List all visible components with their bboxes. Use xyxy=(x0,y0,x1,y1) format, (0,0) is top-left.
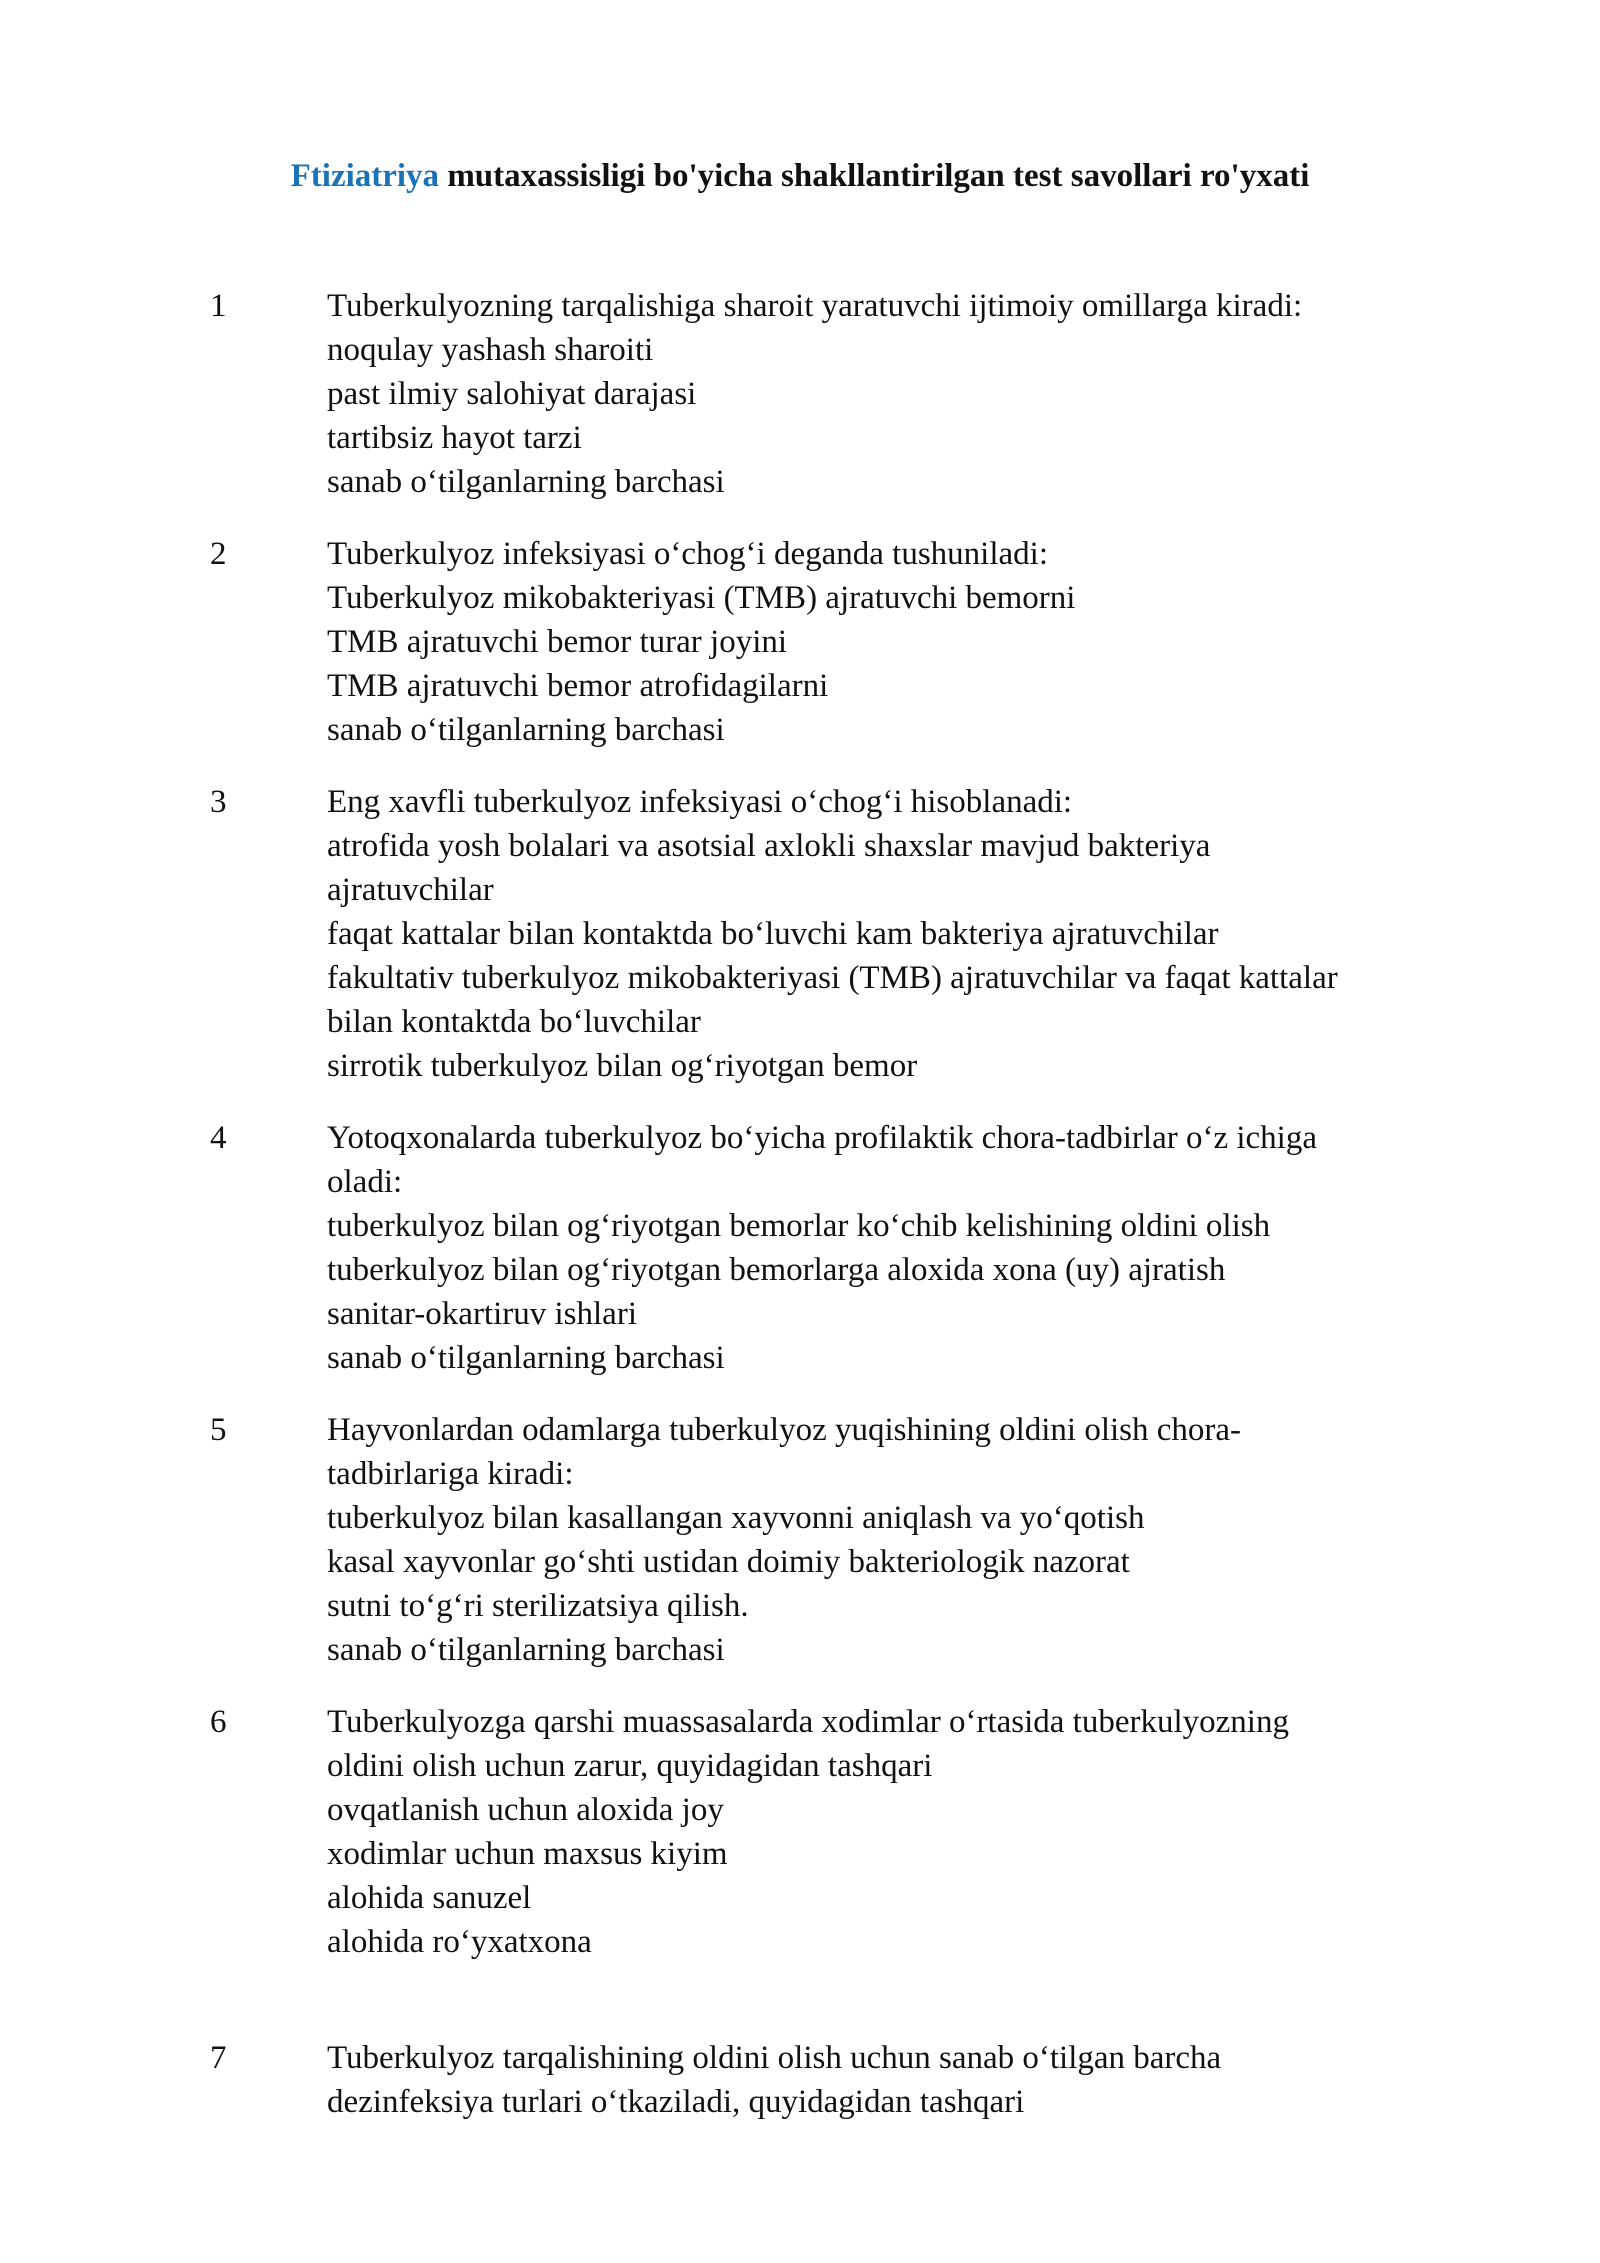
question-body xyxy=(327,532,1497,752)
answer-text-line: dezinfeksiya turlari o‘tkaziladi, quyidagidan tashqari xyxy=(327,2084,1025,2120)
question-body xyxy=(327,780,1497,1088)
answer-text-line: sirrotik tuberkulyoz bilan og‘riyotgan bemor xyxy=(327,1048,918,1084)
question-text-line: Tuberkulyozning tarqalishiga sharoit yaratuvchi ijtimoiy omillarga kiradi: xyxy=(327,288,1303,324)
question-number: 5 xyxy=(210,1412,227,1448)
answer-text-line: tuberkulyoz bilan og‘riyotgan bemorlar ko‘chib kelishining oldini olish xyxy=(327,1208,1271,1244)
answer-text-line: alohida sanuzel xyxy=(327,1880,532,1916)
question-text-line: Tuberkulyoz tarqalishining oldini olish uchun sanab o‘tilgan barcha xyxy=(327,2040,1222,2076)
answer-text-line: fakultativ tuberkulyoz mikobakteriyasi (TMB) ajratuvchilar va faqat kattalar xyxy=(327,960,1338,996)
answer-text-line: sanab o‘tilganlarning barchasi xyxy=(327,712,725,748)
question-number: 7 xyxy=(210,2040,227,2076)
answer-text-line: past ilmiy salohiyat darajasi xyxy=(327,376,697,412)
answer-text-line: TMB ajratuvchi bemor atrofidagilarni xyxy=(327,668,829,704)
question-number: 2 xyxy=(210,536,227,572)
question-text-line: Hayvonlardan odamlarga tuberkulyoz yuqishining oldini olish chora- xyxy=(327,1412,1242,1448)
page-title xyxy=(0,154,1600,198)
question-body xyxy=(327,284,1497,504)
title-rest: mutaxassisligi bo'yicha shakllantirilgan test savollari ro'yxati xyxy=(439,158,1310,194)
question-body xyxy=(327,1700,1497,1964)
question-body xyxy=(327,1116,1497,1380)
answer-text-line: sutni to‘g‘ri sterilizatsiya qilish. xyxy=(327,1588,749,1624)
answer-text-line: tartibsiz hayot tarzi xyxy=(327,420,582,456)
answer-text-line: atrofida yosh bolalari va asotsial axlokli shaxslar mavjud bakteriya xyxy=(327,828,1211,864)
question-text-line: Tuberkulyozga qarshi muassasalarda xodimlar o‘rtasida tuberkulyozning xyxy=(327,1704,1289,1740)
title-subject: Ftiziatriya xyxy=(290,158,440,194)
answer-text-line: ajratuvchilar xyxy=(327,872,494,908)
answer-text-line: alohida ro‘yxatxona xyxy=(327,1924,592,1960)
question-number: 1 xyxy=(210,288,227,324)
answer-text-line: tadbirlariga kiradi: xyxy=(327,1456,574,1492)
answer-text-line: faqat kattalar bilan kontaktda bo‘luvchi kam bakteriya ajratuvchilar xyxy=(327,916,1219,952)
answer-text-line: oladi: xyxy=(327,1164,403,1200)
answer-text-line: sanitar-okartiruv ishlari xyxy=(327,1296,637,1332)
answer-text-line: xodimlar uchun maxsus kiyim xyxy=(327,1836,728,1872)
question-text-line: Eng xavfli tuberkulyoz infeksiyasi o‘chog‘i hisoblanadi: xyxy=(327,784,1073,820)
question-number: 3 xyxy=(210,784,227,820)
question-text-line: Yotoqxonalarda tuberkulyoz bo‘yicha profilaktik chora-tadbirlar o‘z ichiga xyxy=(327,1120,1317,1156)
question-body xyxy=(327,2036,1497,2124)
answer-text-line: tuberkulyoz bilan kasallangan xayvonni aniqlash va yo‘qotish xyxy=(327,1500,1145,1536)
answer-text-line: sanab o‘tilganlarning barchasi xyxy=(327,1340,725,1376)
answer-text-line: kasal xayvonlar go‘shti ustidan doimiy bakteriologik nazorat xyxy=(327,1544,1130,1580)
question-text-line: Tuberkulyoz infeksiyasi o‘chog‘i deganda tushuniladi: xyxy=(327,536,1048,572)
answer-text-line: ovqatlanish uchun aloxida joy xyxy=(327,1792,724,1828)
answer-text-line: sanab o‘tilganlarning barchasi xyxy=(327,1632,725,1668)
question-number: 4 xyxy=(210,1120,227,1156)
question-number: 6 xyxy=(210,1704,227,1740)
answer-text-line: tuberkulyoz bilan og‘riyotgan bemorlarga aloxida xona (uy) ajratish xyxy=(327,1252,1226,1288)
answer-text-line: noqulay yashash sharoiti xyxy=(327,332,654,368)
answer-text-line: Tuberkulyoz mikobakteriyasi (TMB) ajratuvchi bemorni xyxy=(327,580,1076,616)
question-body xyxy=(327,1408,1497,1672)
answer-text-line: TMB ajratuvchi bemor turar joyini xyxy=(327,624,788,660)
answer-text-line: sanab o‘tilganlarning barchasi xyxy=(327,464,725,500)
answer-text-line: oldini olish uchun zarur, quyidagidan tashqari xyxy=(327,1748,933,1784)
answer-text-line: bilan kontaktda bo‘luvchilar xyxy=(327,1004,701,1040)
